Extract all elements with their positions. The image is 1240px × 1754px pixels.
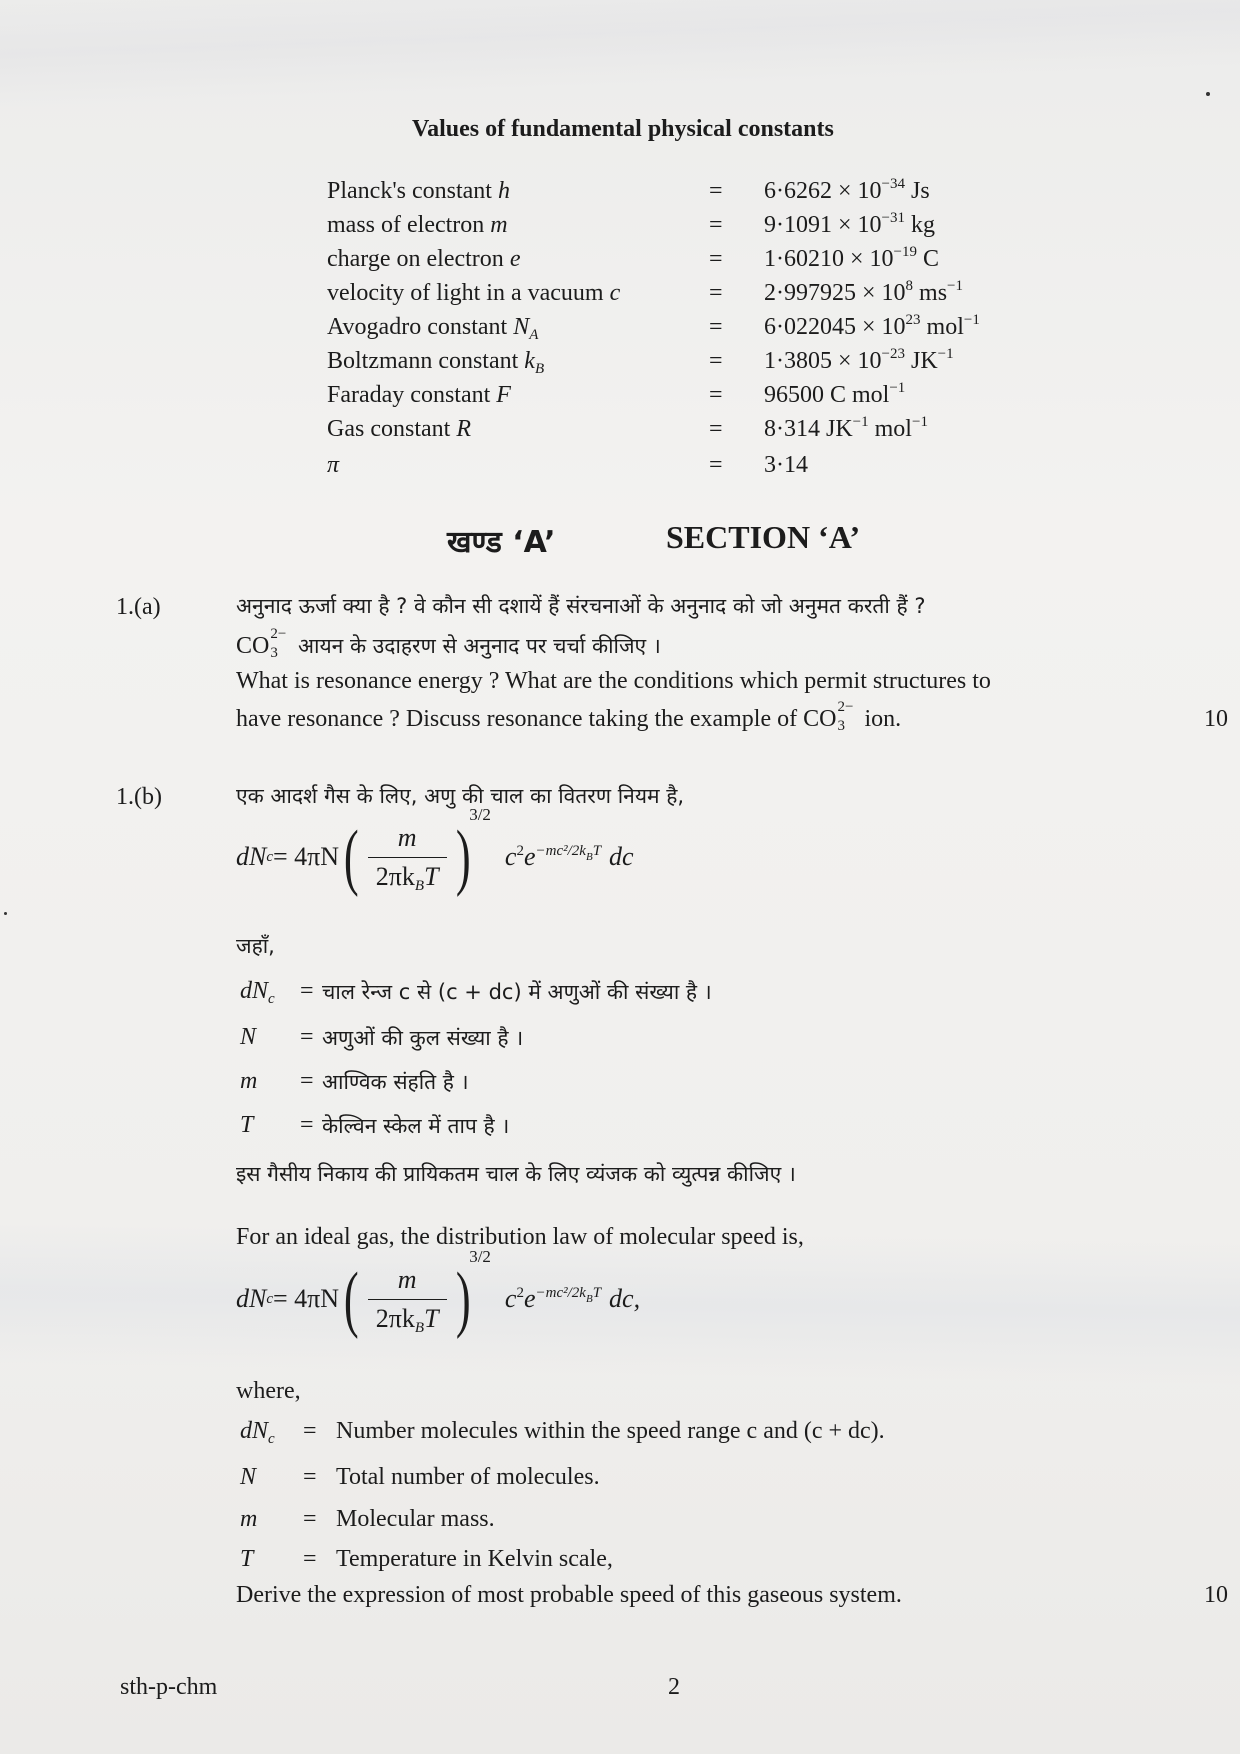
constant-row: Avogadro constant $N_A$ = $6\cdot 022045 \times 10^{23}$ mol$^{-1}$ [327, 312, 980, 343]
section-heading-hindi: खण्ड ‘A’ [447, 525, 556, 560]
constant-row: Planck's constant h = $6\cdot 6262 \times 10^{-34}$ Js [327, 176, 930, 204]
paper-code: sth-p-chm [120, 1674, 218, 1700]
english-intro: For an ideal gas, the distribution law of molecular speed is, [236, 1224, 804, 1250]
constant-row: velocity of light in a vacuum c = $2\cdot 997925 \times 10^8$ $ms^{-1}$ [327, 278, 964, 306]
q1a-english-line2: have resonance ? Discuss resonance taking the example of CO 2− 3 ion. [236, 699, 902, 734]
q1a-marks: 10 [1204, 706, 1228, 732]
english-where: where, [236, 1378, 301, 1404]
constant-row: Faraday constant F = 96500 C mol$^{-1}$ [327, 380, 906, 408]
question-number: 1.(a) [116, 594, 161, 620]
constant-row: π = 3·14 [327, 452, 808, 478]
english-task: Derive the expression of most probable speed of this gaseous system. [236, 1582, 902, 1608]
q1a-hindi-line2: CO 2− 3 आयन के उदाहरण से अनुनाद पर चर्चा कीजिए । [236, 626, 661, 661]
exam-page: Values of fundamental physical constants Planck's constant h = $6\cdot 6262 \times 10^{-34}$ Js mass of electron m = $9\cdot 1091 \times 10^{-31}$ kg charge on electron e = $1\cdot 60210 \times 10^{-19}$ C velocity of light in a vacuum c = $2\cdot 997925 \times 10^8$ $ms^{-1}$ Avogadro constant $N_A$ = $6\cdot 022045 \times 10^{23}$ mol$^{-1}$ Boltzmann constant $k_B$ = $1\cdot 3805 \times 10^{-23}$ $JK^{-1}$ Faraday constant F = 96500 C mol$^{-1}$ Gas constant R = 8·314 $JK^{-1}$ mol$^{-1}$ π = 3·14 खण्ड ‘A’ SECTION ‘A’ 1.(a) अनुनाद ऊर्जा क्या है ? वे कौन सी दशायें हैं संरचनाओं के अनुनाद को जो अनुमत करती हैं ? CO 2− 3 आयन के उदाहरण से अनुनाद पर चर्चा कीजिए । What is resonance energy ? What are the conditions which permit structures to have resonance ? Discuss resonance taking the example of CO 2− 3 ion. 10 1.(b) एक आदर्श गैस के लिए, अणु की चाल का वितरण नियम है, dN c = 4πN ( $\frac{m}{2\pi k_BT}$ ) 3/2 $c^2$ $e^{-mc^2/2k_BT}$ dc जहाँ, $dN_c$ = चाल रेन्ज c से (c + dc) में अणुओं की संख्या है । N = अणुओं की कुल संख्या है । m = आण्विक संहति है । T = केल्विन स्केल में ताप है । इस गैसीय निकाय की प्रायिकतम चाल के लिए व्यंजक को व्युत्पन्न कीजिए । For an ideal gas, the distribution law of molecular speed is, dN c = 4πN ( $\frac{m}{2\pi k_BT}$ ) 3/2 $c^2$ $e^{-mc^2/2k_BT}$ dc, where, $dN_c$ = Number molecules within the speed range c and (c + dc). N = Total number of molecules. m = Molecular mass. T = Temperature in Kelvin scale, Derive the expression of most probable speed of this gaseous system. 10 sth-p-chm 2 [0, 0, 1240, 1754]
maxwell-distribution-formula-english: dN c = 4πN ( $\frac{m}{2\pi k_BT}$ ) 3/2 $c^2$ $e^{-mc^2/2k_BT}$ dc, [236, 1247, 641, 1340]
scan-speck [4, 912, 7, 915]
maxwell-distribution-formula-hindi: dN c = 4πN ( $\frac{m}{2\pi k_BT}$ ) 3/2 $c^2$ $e^{-mc^2/2k_BT}$ dc [236, 805, 634, 898]
question-number: 1.(b) [116, 784, 162, 810]
constant-row: Gas constant R = 8·314 $JK^{-1}$ mol$^{-1}$ [327, 414, 928, 442]
q1a-english-line1: What is resonance energy ? What are the conditions which permit structures to [236, 668, 991, 694]
hindi-task: इस गैसीय निकाय की प्रायिकतम चाल के लिए व्यंजक को व्युत्पन्न कीजिए । [236, 1162, 796, 1186]
scan-speck [1206, 92, 1210, 96]
q1b-hindi-intro: एक आदर्श गैस के लिए, अणु की चाल का वितरण नियम है, [236, 784, 685, 808]
constant-row: mass of electron m = $9\cdot 1091 \times 10^{-31}$ kg [327, 210, 935, 238]
constant-row: charge on electron e = $1\cdot 60210 \times 10^{-19}$ C [327, 244, 940, 272]
page-number: 2 [668, 1674, 680, 1700]
hindi-where: जहाँ, [236, 934, 275, 958]
q1b-marks: 10 [1204, 1582, 1228, 1608]
q1a-hindi-line1: अनुनाद ऊर्जा क्या है ? वे कौन सी दशायें हैं संरचनाओं के अनुनाद को जो अनुमत करती हैं ? [236, 594, 926, 618]
section-heading-english: SECTION ‘A’ [666, 519, 861, 555]
constants-title: Values of fundamental physical constants [412, 116, 834, 142]
constant-row: Boltzmann constant $k_B$ = $1\cdot 3805 \times 10^{-23}$ $JK^{-1}$ [327, 346, 954, 377]
